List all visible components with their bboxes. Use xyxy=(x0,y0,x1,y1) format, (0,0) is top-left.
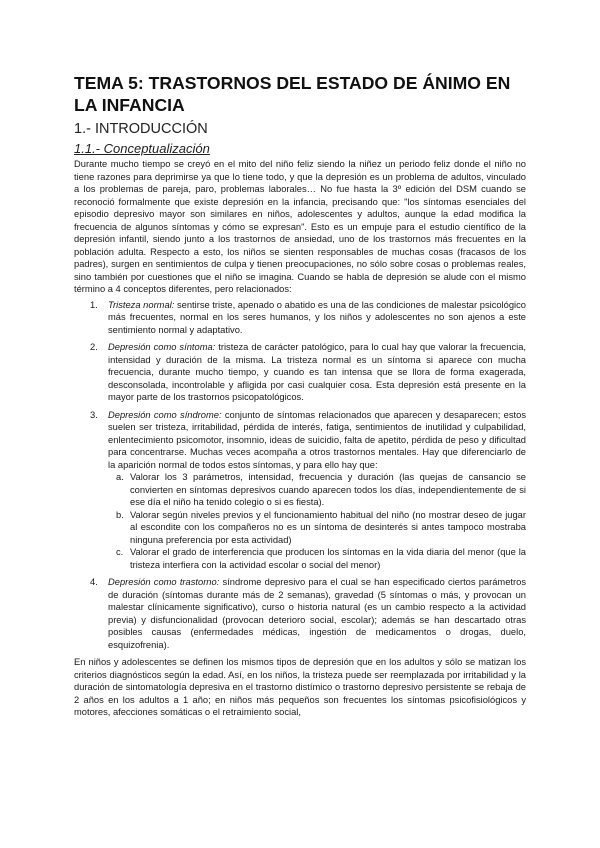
concept-item xyxy=(74,409,526,572)
concept-term: Tristeza normal: xyxy=(108,299,175,310)
sublist-letter: b. xyxy=(116,509,124,520)
list-number: 4. xyxy=(90,577,98,587)
concept-term: Depresión como síndrome: xyxy=(108,409,222,420)
concept-term: Depresión como síntoma: xyxy=(108,342,216,352)
intro-paragraph: Durante mucho tiempo se creyó en el mito del niño feliz siendo la niñez un periodo feliz donde el niño no tiene razones para deprimirse ya que lo tiene todo, y que la depresión es un problema de adultos, vinculado a los problemas de pareja, paro, problemas laborales… No fue hasta la 3º edición del DSM cuando se reconoció formalmente que existe depresión en la infancia, precisando que: "los síntomas esenciales del episodio depresivo mayor son similares en niños, adolescentes y adultos, aunque la edad modifica la frecuencia de algunos síntomas y cómo se expresan". Esto es un empuje para el estudio científico de la depresión infantil, siendo junto a los trastornos de ansiedad, uno de los trastornos más frecuentes en la población adulta. Respecto a esto, los niños se sienten responsables de muchas cosas (fracasos de los padres), surgen en sentimientos de culpa y tienen preocupaciones, no sólo sobre cosas o problemas reales, sino también por cuestiones que el niño se imagina. Cuando se habla de depresión se alude con el mismo término a 4 conceptos diferentes, pero relacionados: xyxy=(74,159,526,294)
closing-paragraph: En niños y adolescentes se definen los mismos tipos de depresión que en los adultos y sólo se matizan los criterios diagnósticos según la edad. Así, en los niños, la tristeza puede ser reemplazada por irritabilidad y la duración de sintomatología depresiva en el trastorno distímico o trastorno depresivo persistente se rebaja de 2 años en los adultos a 1 año; en niños más pequeños son frecuentes los síntomas psicofisiológicos y motores, afecciones somáticas o el retraimiento social, xyxy=(74,657,526,717)
list-number: 2. xyxy=(90,342,98,352)
criteria-item xyxy=(108,509,526,547)
concept-text: tristeza de carácter patológico, para lo cual hay que valorar la frecuencia, intensidad y duración de la misma. La tristeza normal es un síntoma si aparece con mucha frecuencia, durante mucho tiempo, y cuando es tan intensa que se llora de forma exagerada, desconsolada, incontrolable y afligida por casi cualquier cosa. Esta depresión está presente en la mayor parte de los trastornos psicopatológicos. xyxy=(108,342,526,402)
criteria-text: Valorar según niveles previos y el funcionamiento habitual del niño (no mostrar deseo de jugar al escondite con los compañeros no es un síntoma de desinterés si antes tampoco mostraba ninguna preferencia por esta actividad) xyxy=(130,509,526,545)
criteria-sublist xyxy=(108,471,526,571)
list-number: 1. xyxy=(90,299,98,310)
concept-item xyxy=(74,341,526,404)
concept-item xyxy=(74,299,526,337)
criteria-item xyxy=(108,546,526,571)
concept-text: conjunto de síntomas relacionados que aparecen y desaparecen; estos suelen ser tristeza, irritabilidad, pérdida de interés, fatiga, sentimientos de inutilidad y culpabilidad, enlentecimiento psicomotor, insomnio, ideas de suicidio, falta de apetito, pérdida de peso y dificultad para concentrarse. Muchas veces acompaña a otros trastornos mentales. Hay que diferenciarlo de la aparición normal de todos estos síntomas, y para ello hay que: xyxy=(108,409,526,470)
subsection-heading: 1.1.- Conceptualización xyxy=(74,141,210,156)
concept-term: Depresión como trastorno: xyxy=(108,577,220,587)
list-number: 3. xyxy=(90,409,98,420)
criteria-item xyxy=(108,471,526,509)
document-page xyxy=(74,72,526,719)
concept-text: síndrome depresivo para el cual se han especificado ciertos parámetros de duración (síntomas durante más de 2 semanas), gravedad (5 síntomas o más, y provocan un malestar clínicamente significativo), curso o historia natural (es un cambio respecto a la actividad previa) y disfuncionalidad (provocan deterioro social, escolar); además se han descartado otras posibles causas (enfermedades médicas, ingestión de medicamentos o drogas, duelo, esquizofrenia). xyxy=(108,577,526,650)
section-heading: 1.- INTRODUCCIÓN xyxy=(74,121,208,137)
criteria-text: Valorar el grado de interferencia que producen los síntomas en la vida diaria del menor (que la tristeza interfiera con la actividad escolar o social del menor) xyxy=(130,547,526,570)
concept-text: sentirse triste, apenado o abatido es una de las condiciones de malestar psicológico más frecuentes, normal en los seres humanos, y los niños y adolescentes no son ajenos a este sentimiento normal y adaptativo. xyxy=(108,299,526,335)
criteria-text: Valorar los 3 parámetros, intensidad, frecuencia y duración (las quejas de cansancio se convierten en síntomas depresivos cuando aparecen todos los días, independientemente de si ese día el niño ha tenido colegio o si es fiesta). xyxy=(130,472,526,507)
concept-item xyxy=(74,576,526,651)
document-title: TEMA 5: TRASTORNOS DEL ESTADO DE ÁNIMO EN LA INFANCIA xyxy=(74,73,511,115)
sublist-letter: c. xyxy=(116,547,124,557)
sublist-letter: a. xyxy=(116,472,124,482)
concepts-list xyxy=(74,299,526,652)
